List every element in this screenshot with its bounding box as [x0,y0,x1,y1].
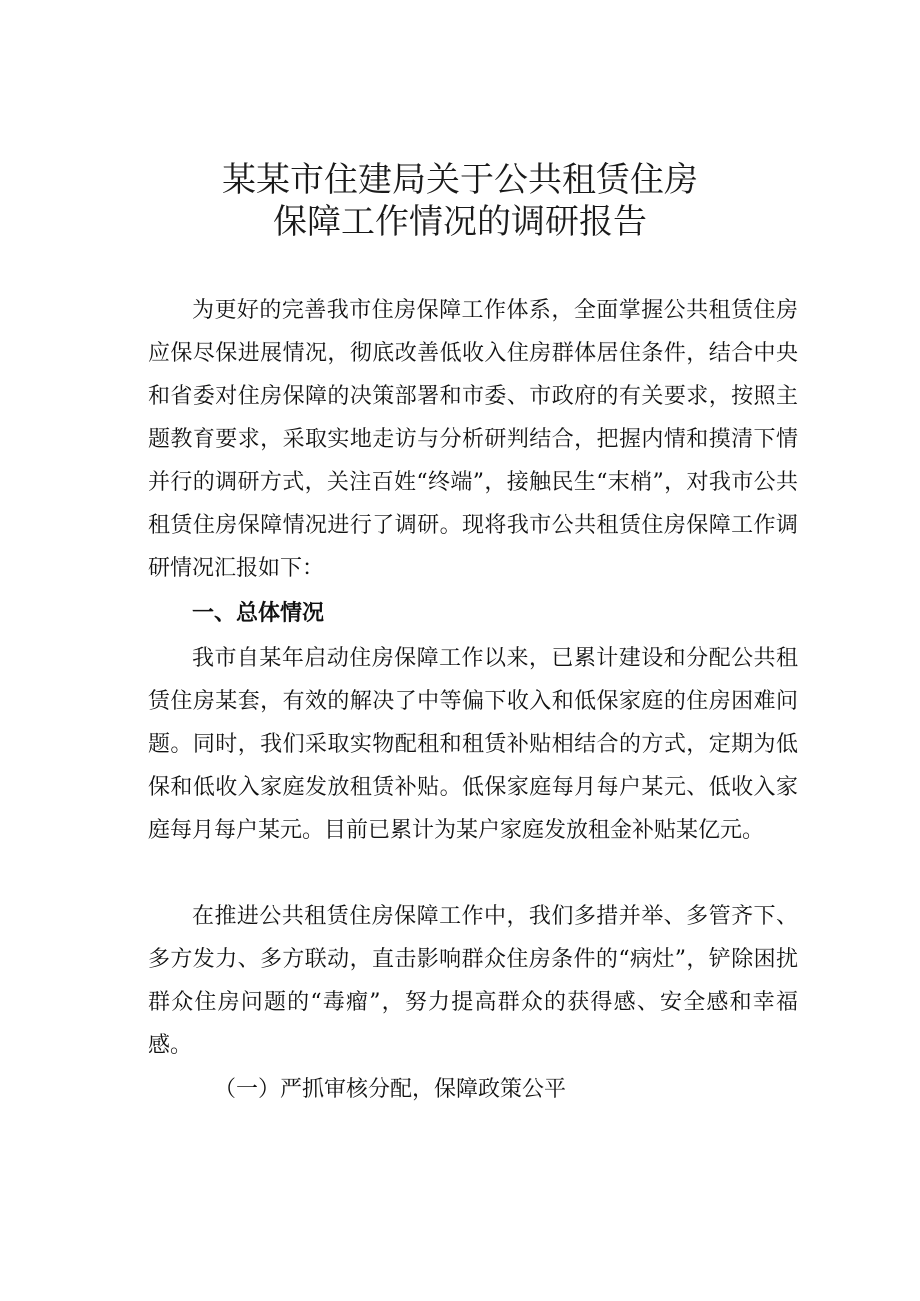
document-title-line-1: 某某市住建局关于公共租赁住房 [222,160,698,200]
intro-paragraph: 为更好的完善我市住房保障工作体系，全面掌握公共租赁住房应保尽保进展情况，彻底改善低收入住房群体居住条件，结合中央和省委对住房保障的决策部署和市委、市政府的有关要求，按照主题教育要求，采取实地走访与分析研判结合，把握内情和摸清下情并行的调研方式，关注百姓“终端”，接触民生“末梢”，对我市公共租赁住房保障情况进行了调研。现将我市公共租赁住房保障工作调研情况汇报如下： [148,298,798,581]
section-heading-overview: 一、总体情况 [192,601,325,626]
subsection-heading-review-allocation: （一）严抓审核分配，保障政策公平 [214,1077,567,1102]
overview-paragraph-2: 在推进公共租赁住房保障工作中，我们多措并举、多管齐下、多方发力、多方联动，直击影响群众住房条件的“病灶”，铲除困扰群众住房问题的“毒瘤”，努力提高群众的获得感、安全感和幸福感。 [148,904,798,1058]
overview-paragraph-1: 我市自某年启动住房保障工作以来，已累计建设和分配公共租赁住房某套，有效的解决了中等偏下收入和低保家庭的住房困难问题。同时，我们采取实物配租和租赁补贴相结合的方式，定期为低保和低收入家庭发放租赁补贴。低保家庭每月每户某元、低收入家庭每月每户某元。目前已累计为某户家庭发放租金补贴某亿元。 [148,646,798,843]
document-title-line-2: 保障工作情况的调研报告 [273,202,647,242]
